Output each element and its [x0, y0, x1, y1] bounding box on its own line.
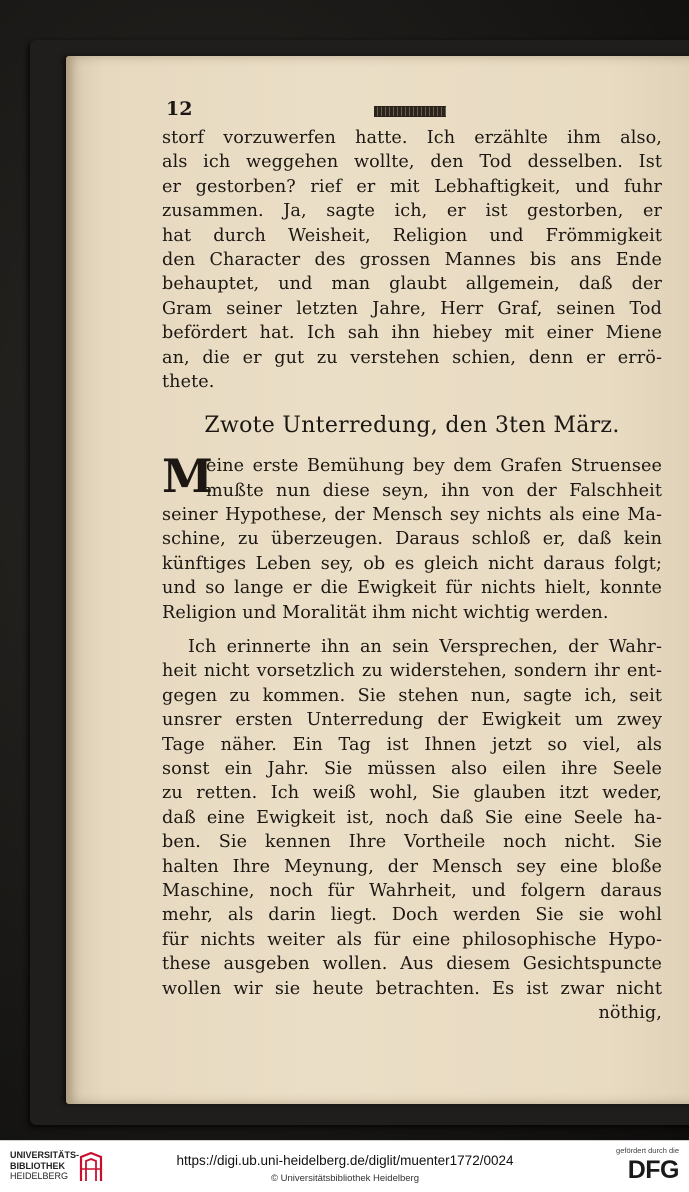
text-line: künftiges Leben sey, ob es gleich nicht daraus folgt; [162, 553, 662, 574]
text-line: Tage näher. Ein Tag ist Ihnen jetzt so viel, als [162, 734, 662, 755]
text-line: these ausgeben wollen. Aus diesem Gesichtspuncte [162, 954, 662, 975]
text-line: und so lange er die Ewigkeit für nichts hielt, konnte [162, 578, 662, 599]
paragraph-1 [162, 449, 662, 625]
text-line: mußte nun diese seyn, ihn von der Falschheit [206, 480, 662, 501]
text-line: ben. Sie kennen Ihre Vortheile noch nicht. Sie [162, 832, 662, 853]
text-line: Ich erinnerte ihn an sein Versprechen, der Wahr- [188, 637, 662, 658]
text-line: gegen zu kommen. Sie stehen nun, sagte ich, seit [162, 685, 662, 706]
text-line: Religion und Moralität ihm nicht wichtig werden. [162, 602, 609, 623]
header-ornament [374, 106, 446, 117]
text-line: zusammen. Ja, sagte ich, er ist gestorben, er [162, 201, 662, 222]
text-line: befördert hat. Ich sah ihn hiebey mit einer Miene [162, 323, 662, 344]
text-line: unsrer ersten Unterredung der Ewigkeit um zwey [162, 710, 662, 731]
text-line: heit nicht vorsetzlich zu widerstehen, sondern ihr ent- [162, 661, 662, 682]
text-before-heading [162, 126, 662, 394]
text-line: seiner Hypothese, der Mensch sey nichts als eine Ma- [162, 505, 662, 526]
text-line: thete. [162, 371, 215, 392]
dfg-logo: DFG [627, 1156, 679, 1184]
text-line: hat durch Weisheit, Religion und Frömmigkeit [162, 225, 662, 246]
paragraph-2 [162, 635, 662, 1001]
initial-letter: M [162, 449, 213, 504]
text-line: sonst ein Jahr. Sie müssen also eilen ihre Seele [162, 758, 662, 779]
page-text-block [162, 96, 662, 1025]
text-line: mehr, als darin liegt. Doch werden Sie sie wohl [162, 905, 662, 926]
funding-note: gefördert durch die [616, 1146, 679, 1155]
text-line: eine erste Bemühung bey dem Grafen Struensee [206, 456, 662, 477]
library-name [10, 1150, 80, 1182]
catchword: nöthig, [598, 1002, 662, 1023]
library-name-line3: HEIDELBERG [10, 1171, 69, 1181]
library-name-line1: UNIVERSITÄTS- [10, 1150, 80, 1160]
text-line: als ich weggehen wollte, den Tod desselben. Ist [162, 152, 662, 173]
section-heading: Zwote Unterredung, den 3ten März. [204, 413, 620, 439]
text-line: storf vorzuwerfen hatte. Ich erzählte ihm also, [162, 128, 662, 148]
text-line: Gram seiner letzten Jahre, Herr Graf, seinen Tod [162, 298, 662, 319]
text-line: wollen wir sie heute betrachten. Es ist zwar nicht [162, 978, 662, 999]
text-line: daß eine Ewigkeit ist, noch daß Sie eine Seele ha- [162, 807, 662, 828]
text-line: den Character des grossen Mannes bis ans Ende [162, 249, 662, 270]
text-line: Maschine, noch für Wahrheit, und folgern daraus [162, 880, 662, 901]
page-header [162, 96, 662, 126]
document-url-link[interactable]: https://digi.ub.uni-heidelberg.de/diglit/muenter1772/0024 [176, 1153, 514, 1168]
text-line: für nichts weiter als für eine philosophische Hypo- [162, 929, 662, 950]
text-line: behauptet, und man glaubt allgemein, daß der [162, 274, 662, 295]
text-line: an, die er gut zu verstehen schien, denn er errö- [162, 347, 662, 368]
viewer-footer [0, 1140, 689, 1192]
page-number: 12 [166, 98, 193, 120]
text-line: zu retten. Ich weiß wohl, Sie glauben itzt weder, [162, 783, 662, 804]
library-name-line2: BIBLIOTHEK [10, 1160, 65, 1171]
copyright-notice: © Universitätsbibliothek Heidelberg [271, 1173, 419, 1184]
text-line: schine, zu überzeugen. Daraus schloß er, daß kein [162, 529, 662, 550]
paragraph-1-lines [162, 454, 662, 625]
text-line: halten Ihre Meynung, der Mensch sey eine bloße [162, 856, 662, 877]
library-emblem-icon [78, 1151, 104, 1183]
funder-block[interactable] [599, 1146, 679, 1188]
text-line: er gestorben? rief er mit Lebhaftigkeit, und fuhr [162, 176, 662, 197]
